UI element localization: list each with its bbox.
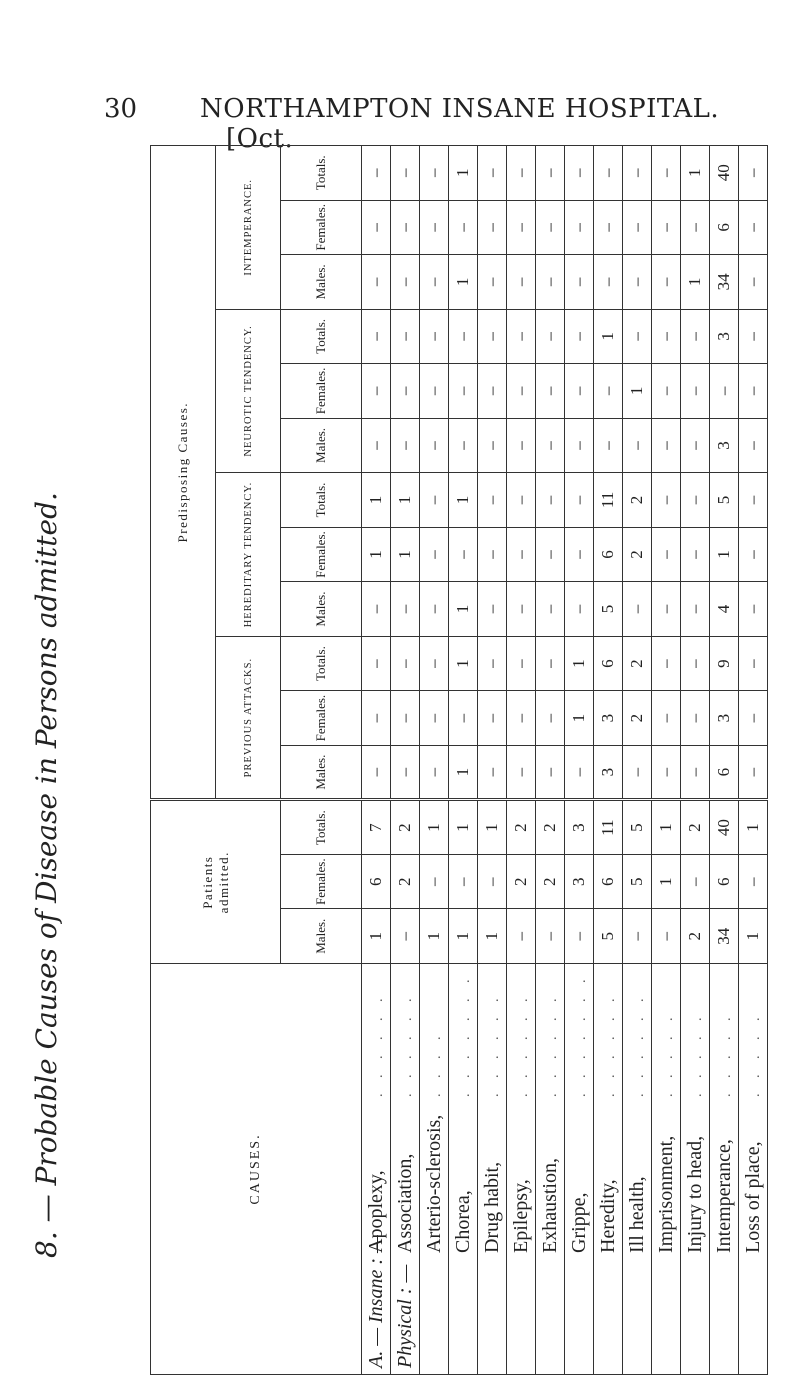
previous-cell: – — [681, 745, 710, 800]
hereditary-cell: – — [478, 582, 507, 637]
previous-cell: – — [681, 691, 710, 746]
cause-cell — [391, 964, 420, 1375]
cause-cell — [536, 964, 565, 1375]
leader-dots: . . . . . . . — [457, 973, 473, 1097]
patients-cell: 2 — [391, 854, 420, 909]
cause-cell — [739, 964, 768, 1375]
previous-cell: – — [391, 691, 420, 746]
neurotic-cell: 1 — [623, 364, 652, 419]
cause-label: Injury to head, — [683, 1135, 706, 1253]
leader-dots: . . . . . — [689, 1011, 705, 1097]
neurotic-cell: 3 — [710, 418, 739, 473]
intemperance-cell: – — [420, 255, 449, 310]
hereditary-cell: 1 — [449, 473, 478, 528]
col-males: Males. — [281, 909, 362, 964]
leader-dots: . . . . . . — [631, 992, 647, 1097]
patients-cell: 2 — [681, 909, 710, 964]
patients-cell: 1 — [652, 854, 681, 909]
leader-dots: . . . . . — [660, 1011, 676, 1097]
previous-cell: 1 — [565, 636, 594, 691]
patients-cell: 1 — [449, 909, 478, 964]
previous-cell: – — [391, 745, 420, 800]
group-previous-attacks: PREVIOUS ATTACKS. — [216, 636, 281, 800]
col-females: Females. — [281, 854, 362, 909]
table-title: 8. — Probable Causes of Disease in Persons admitted. — [30, 492, 63, 1258]
table-row — [391, 146, 420, 1375]
patients-cell: – — [449, 854, 478, 909]
patients-cell: – — [536, 909, 565, 964]
leader-dots: . . . . . . — [515, 992, 531, 1097]
hereditary-cell: 6 — [594, 527, 623, 582]
cause-cell — [362, 964, 391, 1375]
previous-cell: – — [391, 636, 420, 691]
hereditary-cell: 11 — [594, 473, 623, 528]
neurotic-cell: – — [652, 418, 681, 473]
table-row — [420, 146, 449, 1375]
intemperance-cell: – — [623, 200, 652, 255]
cause-label: Arterio-sclerosis, — [422, 1114, 445, 1253]
hereditary-cell: – — [507, 527, 536, 582]
cause-label: Intemperance, — [712, 1139, 735, 1253]
neurotic-cell: – — [565, 418, 594, 473]
leader-dots: . . . . . — [718, 1011, 734, 1097]
col-males: Males. — [281, 582, 362, 637]
neurotic-cell: – — [652, 364, 681, 419]
hereditary-cell: – — [681, 527, 710, 582]
patients-cell: 1 — [652, 800, 681, 855]
patients-cell: – — [739, 854, 768, 909]
previous-cell: – — [652, 636, 681, 691]
intemperance-cell: – — [391, 200, 420, 255]
previous-cell: – — [739, 745, 768, 800]
intemperance-cell: – — [507, 255, 536, 310]
patients-cell: – — [565, 909, 594, 964]
patients-cell: 40 — [710, 800, 739, 855]
cause-cell — [652, 964, 681, 1375]
intemperance-cell: – — [594, 146, 623, 201]
hereditary-cell: 5 — [710, 473, 739, 528]
intemperance-cell: – — [652, 200, 681, 255]
intemperance-cell: – — [652, 146, 681, 201]
patients-cell: – — [681, 854, 710, 909]
patients-cell: 5 — [623, 800, 652, 855]
leader-dots: . . . . . . — [602, 992, 618, 1097]
previous-cell: – — [652, 745, 681, 800]
intemperance-cell: – — [565, 146, 594, 201]
intemperance-cell: 40 — [710, 146, 739, 201]
intemperance-cell: – — [449, 200, 478, 255]
patients-cell: 6 — [594, 854, 623, 909]
intemperance-cell: – — [565, 200, 594, 255]
neurotic-cell: – — [536, 364, 565, 419]
patients-cell: 2 — [507, 854, 536, 909]
neurotic-cell: – — [507, 418, 536, 473]
hereditary-cell: – — [565, 527, 594, 582]
intemperance-cell: – — [391, 146, 420, 201]
hereditary-cell: – — [739, 473, 768, 528]
patients-cell: 5 — [623, 854, 652, 909]
hereditary-cell: – — [652, 527, 681, 582]
neurotic-cell: – — [478, 418, 507, 473]
previous-cell: – — [478, 691, 507, 746]
intemperance-cell: – — [739, 146, 768, 201]
previous-cell: 6 — [710, 745, 739, 800]
hereditary-cell: 2 — [623, 527, 652, 582]
patients-cell: 1 — [478, 909, 507, 964]
neurotic-cell: – — [507, 364, 536, 419]
table-row — [478, 146, 507, 1375]
intemperance-cell: – — [565, 255, 594, 310]
intemperance-cell: – — [362, 255, 391, 310]
table-row — [652, 146, 681, 1375]
patients-cell: 6 — [362, 854, 391, 909]
cause-label: Exhaustion, — [538, 1158, 561, 1253]
neurotic-cell: – — [362, 364, 391, 419]
cause-cell — [565, 964, 594, 1375]
patients-cell: 1 — [420, 909, 449, 964]
table-row — [565, 146, 594, 1375]
cause-cell — [594, 964, 623, 1375]
cause-label: Epilepsy, — [509, 1179, 532, 1253]
patients-cell: 1 — [362, 909, 391, 964]
patients-cell: 3 — [565, 854, 594, 909]
previous-cell: – — [739, 636, 768, 691]
leader-dots: . . . . . . — [370, 992, 386, 1097]
patients-cell: – — [652, 909, 681, 964]
patients-cell: 2 — [536, 800, 565, 855]
patients-cell: 1 — [478, 800, 507, 855]
intemperance-cell: – — [594, 255, 623, 310]
cause-cell — [623, 964, 652, 1375]
patients-cell: – — [507, 909, 536, 964]
intemperance-cell: – — [623, 255, 652, 310]
neurotic-cell: – — [681, 364, 710, 419]
group-intemperance: INTEMPERANCE. — [216, 146, 281, 310]
intemperance-cell: – — [739, 255, 768, 310]
intemperance-cell: 34 — [710, 255, 739, 310]
previous-cell: – — [420, 636, 449, 691]
neurotic-cell: – — [507, 309, 536, 364]
neurotic-cell: – — [420, 309, 449, 364]
neurotic-cell: – — [739, 309, 768, 364]
cause-cell — [507, 964, 536, 1375]
group-neurotic-tendency: NEUROTIC TENDENCY. — [216, 309, 281, 473]
cause-cell — [420, 964, 449, 1375]
hereditary-cell: – — [739, 527, 768, 582]
intemperance-cell: 1 — [681, 255, 710, 310]
intemperance-cell: 1 — [681, 146, 710, 201]
neurotic-cell: – — [391, 309, 420, 364]
page-number: 30 — [104, 94, 138, 124]
col-males: Males. — [281, 255, 362, 310]
hereditary-cell: 1 — [710, 527, 739, 582]
hereditary-cell: – — [420, 473, 449, 528]
neurotic-cell: – — [478, 309, 507, 364]
leader-dots: . . . . . . — [486, 992, 502, 1097]
patients-cell: 3 — [565, 800, 594, 855]
group-hereditary-tendency: HEREDITARY TENDENCY. — [216, 473, 281, 637]
neurotic-cell: – — [652, 309, 681, 364]
cause-label: Ill health, — [625, 1176, 648, 1253]
col-females: Females. — [281, 527, 362, 582]
neurotic-cell: – — [710, 364, 739, 419]
patients-cell: 2 — [536, 854, 565, 909]
col-males: Males. — [281, 418, 362, 473]
previous-cell: – — [536, 745, 565, 800]
previous-cell: – — [652, 691, 681, 746]
intemperance-cell: 6 — [710, 200, 739, 255]
patients-cell: – — [478, 854, 507, 909]
previous-cell: – — [478, 745, 507, 800]
previous-cell: – — [362, 745, 391, 800]
previous-cell: – — [449, 691, 478, 746]
running-date: [Oct. — [226, 124, 294, 154]
previous-cell: – — [739, 691, 768, 746]
cause-label: Loss of place, — [741, 1141, 764, 1253]
neurotic-cell: – — [536, 418, 565, 473]
neurotic-cell: – — [739, 418, 768, 473]
causes-header: CAUSES. — [151, 964, 362, 1375]
previous-cell: – — [507, 691, 536, 746]
cause-cell — [449, 964, 478, 1375]
cause-cell — [681, 964, 710, 1375]
cause-label: Heredity, — [596, 1179, 619, 1253]
table-row — [739, 146, 768, 1375]
neurotic-cell: – — [623, 418, 652, 473]
neurotic-cell: – — [391, 418, 420, 473]
hereditary-cell: – — [478, 527, 507, 582]
intemperance-cell: – — [739, 200, 768, 255]
col-males: Males. — [281, 745, 362, 800]
table-row — [449, 146, 478, 1375]
hereditary-cell: 4 — [710, 582, 739, 637]
predisposing-causes-header: Predisposing Causes. — [151, 146, 216, 800]
previous-cell: – — [420, 691, 449, 746]
table-row — [362, 146, 391, 1375]
hereditary-cell: 1 — [391, 473, 420, 528]
intemperance-cell: – — [507, 146, 536, 201]
intemperance-cell: – — [536, 255, 565, 310]
cause-cell — [478, 964, 507, 1375]
patients-cell: 6 — [710, 854, 739, 909]
hereditary-cell: – — [507, 473, 536, 528]
patients-cell: – — [420, 854, 449, 909]
previous-cell: 1 — [449, 636, 478, 691]
hereditary-cell: – — [739, 582, 768, 637]
cause-cell — [710, 964, 739, 1375]
previous-cell: – — [478, 636, 507, 691]
leader-dots: . . . . . . . — [573, 973, 589, 1097]
col-totals: Totals. — [281, 800, 362, 855]
previous-cell: 2 — [623, 636, 652, 691]
intemperance-cell: – — [391, 255, 420, 310]
patients-cell: 2 — [681, 800, 710, 855]
intemperance-cell: – — [681, 200, 710, 255]
hereditary-cell: – — [565, 582, 594, 637]
hereditary-cell: – — [652, 473, 681, 528]
patients-cell: 2 — [391, 800, 420, 855]
neurotic-cell: – — [681, 309, 710, 364]
neurotic-cell: – — [536, 309, 565, 364]
previous-cell: – — [362, 636, 391, 691]
col-females: Females. — [281, 200, 362, 255]
patients-cell: 34 — [710, 909, 739, 964]
cause-label: Apoplexy, — [364, 1170, 387, 1253]
causes-table — [150, 145, 764, 1375]
neurotic-cell: – — [594, 364, 623, 419]
hereditary-cell: – — [536, 582, 565, 637]
neurotic-cell: 3 — [710, 309, 739, 364]
previous-cell: 3 — [594, 691, 623, 746]
page-header — [0, 94, 800, 154]
neurotic-cell: – — [420, 364, 449, 419]
intemperance-cell: 1 — [449, 146, 478, 201]
hereditary-cell: 1 — [391, 527, 420, 582]
table-row — [681, 146, 710, 1375]
intemperance-cell: – — [362, 146, 391, 201]
previous-cell: – — [623, 745, 652, 800]
hereditary-cell: – — [449, 527, 478, 582]
intemperance-cell: – — [507, 200, 536, 255]
table-row — [507, 146, 536, 1375]
previous-cell: – — [507, 636, 536, 691]
table-row — [536, 146, 565, 1375]
hereditary-cell: – — [652, 582, 681, 637]
neurotic-cell: 1 — [594, 309, 623, 364]
col-females: Females. — [281, 691, 362, 746]
neurotic-cell: – — [739, 364, 768, 419]
neurotic-cell: – — [420, 418, 449, 473]
hereditary-cell: – — [420, 582, 449, 637]
intemperance-cell: – — [420, 146, 449, 201]
intemperance-cell: – — [623, 146, 652, 201]
col-totals: Totals. — [281, 309, 362, 364]
previous-cell: 9 — [710, 636, 739, 691]
intemperance-cell: – — [594, 200, 623, 255]
hereditary-cell: 1 — [362, 473, 391, 528]
patients-cell: 1 — [739, 909, 768, 964]
hereditary-cell: 5 — [594, 582, 623, 637]
leader-dots: . . . . . — [747, 1011, 763, 1097]
intemperance-cell: – — [362, 200, 391, 255]
leader-dots: . . . . — [428, 1030, 444, 1097]
patients-admitted-header — [151, 800, 281, 964]
cause-label: Grippe, — [567, 1192, 590, 1253]
patients-cell: 1 — [449, 800, 478, 855]
intemperance-cell: – — [652, 255, 681, 310]
intemperance-cell: – — [478, 255, 507, 310]
previous-cell: – — [507, 745, 536, 800]
neurotic-cell: – — [391, 364, 420, 419]
previous-cell: 3 — [710, 691, 739, 746]
col-totals: Totals. — [281, 473, 362, 528]
table-row — [710, 146, 739, 1375]
patients-header-line1: Patients — [199, 855, 215, 909]
leader-dots: . . . . . . — [399, 992, 415, 1097]
col-totals: Totals. — [281, 146, 362, 201]
cause-label: Chorea, — [451, 1190, 474, 1253]
physical-label: Physical : — — [393, 1264, 416, 1368]
previous-cell: 6 — [594, 636, 623, 691]
previous-cell: – — [565, 745, 594, 800]
neurotic-cell: – — [449, 364, 478, 419]
previous-cell: – — [536, 636, 565, 691]
neurotic-cell: – — [449, 418, 478, 473]
previous-cell: – — [681, 636, 710, 691]
patients-cell: – — [623, 909, 652, 964]
hereditary-cell: – — [536, 527, 565, 582]
patients-cell: 2 — [507, 800, 536, 855]
intemperance-cell: – — [536, 200, 565, 255]
intemperance-cell: – — [478, 200, 507, 255]
hereditary-cell: – — [565, 473, 594, 528]
patients-cell: 11 — [594, 800, 623, 855]
hereditary-cell: – — [623, 582, 652, 637]
neurotic-cell: – — [362, 309, 391, 364]
hereditary-cell: – — [391, 582, 420, 637]
hereditary-cell: 1 — [362, 527, 391, 582]
table-row — [623, 146, 652, 1375]
hereditary-cell: – — [536, 473, 565, 528]
previous-cell: – — [536, 691, 565, 746]
previous-cell: 1 — [565, 691, 594, 746]
hereditary-cell: 2 — [623, 473, 652, 528]
previous-cell: 2 — [623, 691, 652, 746]
hereditary-cell: 1 — [449, 582, 478, 637]
hereditary-cell: – — [420, 527, 449, 582]
neurotic-cell: – — [681, 418, 710, 473]
table-row — [594, 146, 623, 1375]
hereditary-cell: – — [362, 582, 391, 637]
previous-cell: 3 — [594, 745, 623, 800]
neurotic-cell: – — [623, 309, 652, 364]
patients-cell: 5 — [594, 909, 623, 964]
patients-header-line2: admitted. — [215, 851, 231, 914]
neurotic-cell: – — [565, 364, 594, 419]
table-body — [362, 146, 768, 1375]
patients-cell: 1 — [739, 800, 768, 855]
previous-cell: 1 — [449, 745, 478, 800]
previous-cell: – — [420, 745, 449, 800]
previous-cell: – — [362, 691, 391, 746]
hereditary-cell: – — [478, 473, 507, 528]
patients-cell: – — [391, 909, 420, 964]
cause-label: Imprisonment, — [654, 1135, 677, 1253]
running-title-text: NORTHAMPTON INSANE HOSPITAL. — [200, 94, 720, 124]
neurotic-cell: – — [362, 418, 391, 473]
col-females: Females. — [281, 364, 362, 419]
leader-dots: . . . . . . — [544, 992, 560, 1097]
intemperance-cell: – — [420, 200, 449, 255]
cause-label: Drug habit, — [480, 1161, 503, 1253]
col-totals: Totals. — [281, 636, 362, 691]
intemperance-cell: – — [536, 146, 565, 201]
neurotic-cell: – — [449, 309, 478, 364]
patients-cell: 1 — [420, 800, 449, 855]
hereditary-cell: – — [681, 582, 710, 637]
intemperance-cell: – — [478, 146, 507, 201]
neurotic-cell: – — [478, 364, 507, 419]
neurotic-cell: – — [565, 309, 594, 364]
patients-cell: 7 — [362, 800, 391, 855]
section-a-label: A. — Insane : — — [364, 1235, 387, 1368]
neurotic-cell: – — [594, 418, 623, 473]
intemperance-cell: 1 — [449, 255, 478, 310]
hereditary-cell: – — [507, 582, 536, 637]
cause-label: Association, — [393, 1153, 416, 1253]
hereditary-cell: – — [681, 473, 710, 528]
